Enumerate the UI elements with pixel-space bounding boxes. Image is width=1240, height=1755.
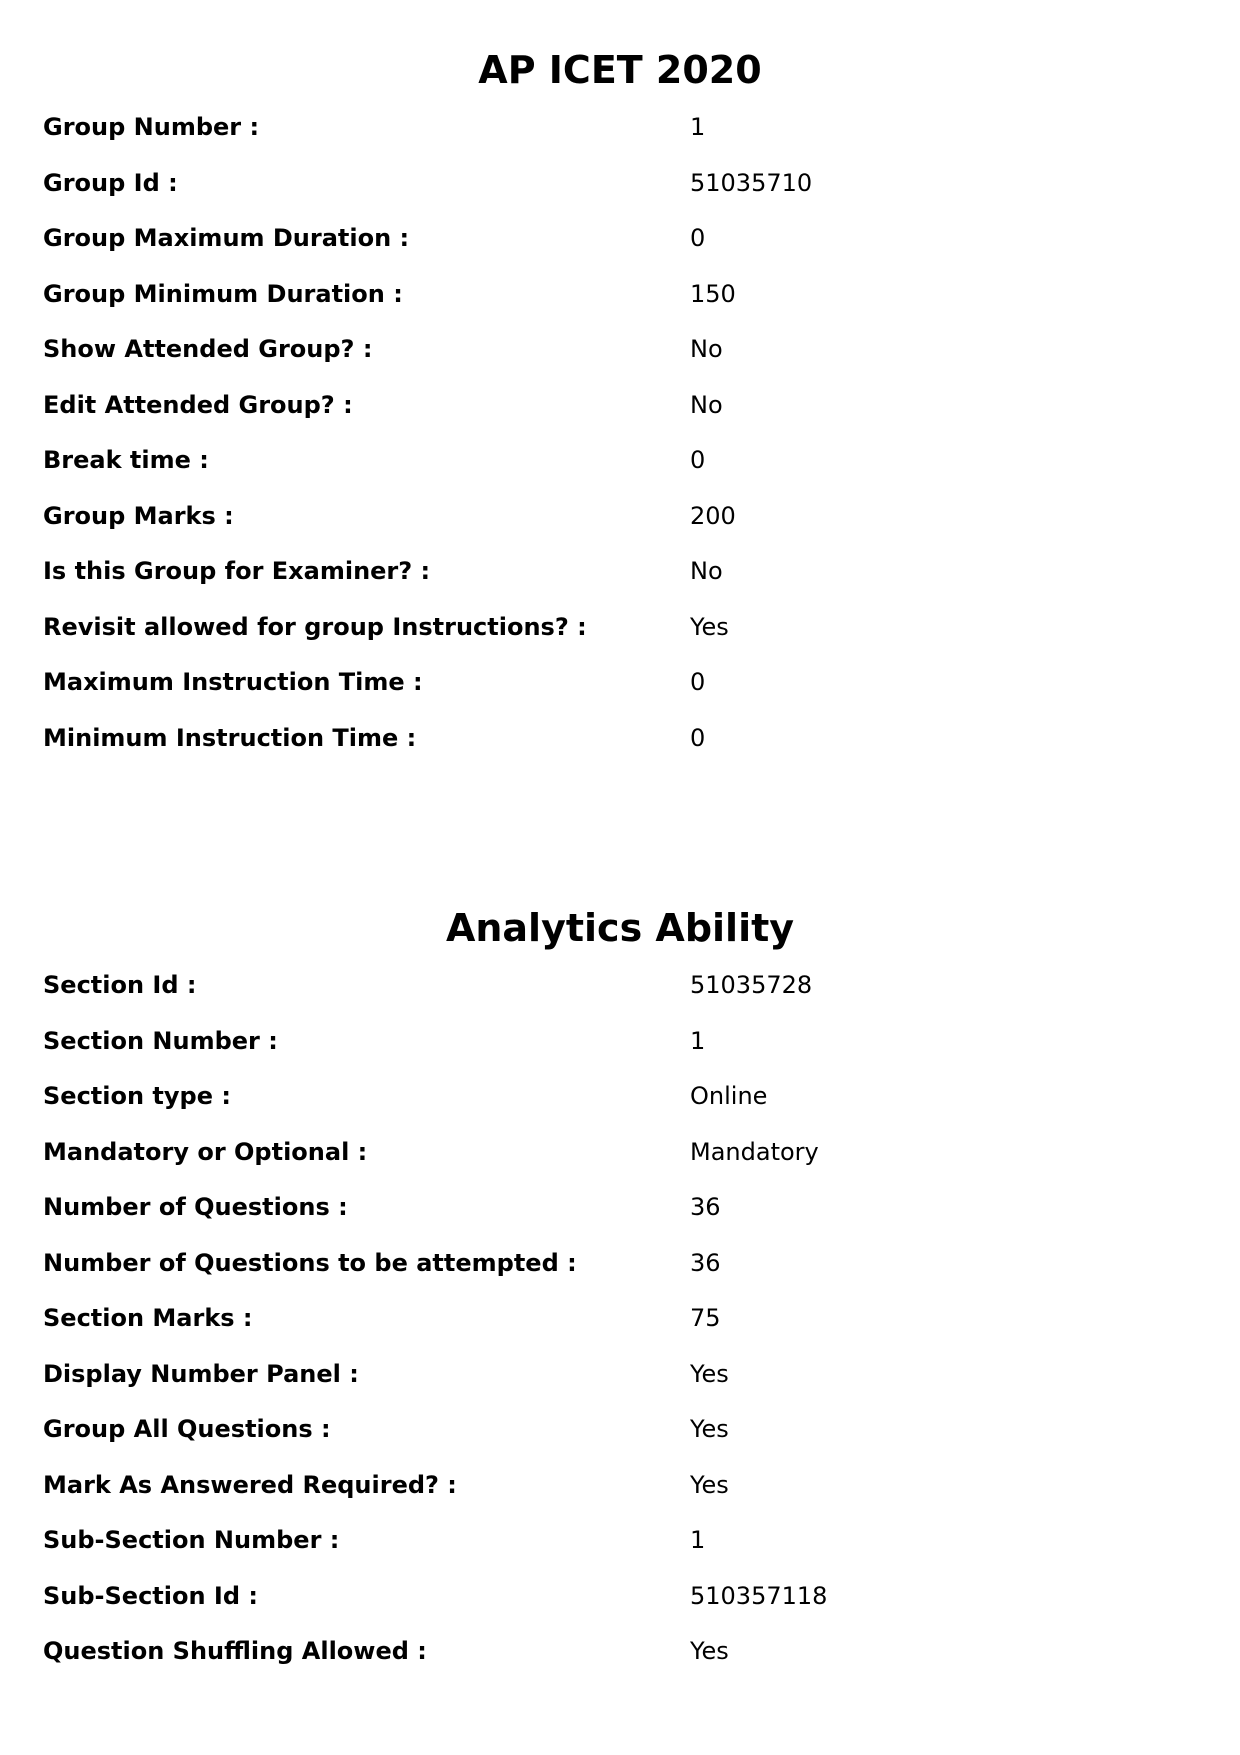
mandatory-optional-label: Mandatory or Optional : bbox=[43, 1137, 368, 1166]
section-number-label: Section Number : bbox=[43, 1026, 278, 1055]
group-id-label: Group Id : bbox=[43, 168, 178, 197]
section-marks-row bbox=[43, 1303, 1193, 1359]
min-instruction-time-row bbox=[43, 723, 1193, 779]
display-number-panel-label: Display Number Panel : bbox=[43, 1359, 359, 1388]
number-of-questions-label: Number of Questions : bbox=[43, 1193, 348, 1221]
group-details bbox=[43, 112, 1193, 778]
edit-attended-group-value: No bbox=[690, 390, 723, 419]
questions-to-attempt-row bbox=[43, 1248, 1193, 1304]
questions-to-attempt-label: Number of Questions to be attempted : bbox=[43, 1248, 577, 1277]
sub-section-id-row bbox=[43, 1581, 1193, 1637]
show-attended-group-row bbox=[43, 334, 1193, 390]
group-max-duration-value: 0 bbox=[690, 224, 706, 252]
group-marks-label: Group Marks : bbox=[43, 501, 234, 530]
section-id-row bbox=[43, 970, 1193, 1026]
min-instruction-time-value: 0 bbox=[690, 723, 706, 752]
number-of-questions-row bbox=[43, 1192, 1193, 1248]
questions-to-attempt-value: 36 bbox=[690, 1248, 721, 1277]
section-type-value: Online bbox=[690, 1082, 768, 1110]
group-max-duration-label: Group Maximum Duration : bbox=[43, 224, 410, 252]
group-number-value: 1 bbox=[690, 113, 706, 141]
revisit-instructions-value: Yes bbox=[690, 612, 729, 641]
section-title: Analytics Ability bbox=[445, 906, 795, 950]
group-max-duration-row bbox=[43, 223, 1193, 279]
sub-section-number-label: Sub-Section Number : bbox=[43, 1526, 340, 1554]
display-number-panel-value: Yes bbox=[690, 1359, 729, 1388]
show-attended-group-value: No bbox=[690, 335, 723, 363]
group-min-duration-label: Group Minimum Duration : bbox=[43, 279, 403, 308]
edit-attended-group-label: Edit Attended Group? : bbox=[43, 390, 353, 419]
group-all-questions-label: Group All Questions : bbox=[43, 1415, 331, 1443]
group-title: AP ICET 2020 bbox=[478, 48, 762, 92]
group-for-examiner-label: Is this Group for Examiner? : bbox=[43, 557, 431, 585]
group-min-duration-row bbox=[43, 279, 1193, 335]
group-all-questions-value: Yes bbox=[690, 1415, 729, 1443]
group-id-row bbox=[43, 168, 1193, 224]
sub-section-id-label: Sub-Section Id : bbox=[43, 1581, 258, 1610]
section-number-value: 1 bbox=[690, 1026, 706, 1055]
question-shuffling-label: Question Shuffling Allowed : bbox=[43, 1637, 427, 1665]
section-marks-label: Section Marks : bbox=[43, 1304, 253, 1332]
sub-section-id-value: 510357118 bbox=[690, 1581, 828, 1610]
min-instruction-time-label: Minimum Instruction Time : bbox=[43, 723, 417, 752]
max-instruction-time-label: Maximum Instruction Time : bbox=[43, 668, 423, 696]
max-instruction-time-value: 0 bbox=[690, 668, 706, 696]
section-details bbox=[43, 970, 1193, 1692]
mark-as-answered-label: Mark As Answered Required? : bbox=[43, 1470, 457, 1499]
revisit-instructions-row bbox=[43, 612, 1193, 668]
show-attended-group-label: Show Attended Group? : bbox=[43, 335, 373, 363]
mark-as-answered-row bbox=[43, 1470, 1193, 1526]
group-id-value: 51035710 bbox=[690, 168, 813, 197]
number-of-questions-value: 36 bbox=[690, 1193, 721, 1221]
group-number-row bbox=[43, 112, 1193, 168]
mandatory-optional-value: Mandatory bbox=[690, 1137, 819, 1166]
group-all-questions-row bbox=[43, 1414, 1193, 1470]
section-number-row bbox=[43, 1026, 1193, 1082]
section-id-label: Section Id : bbox=[43, 971, 197, 999]
max-instruction-time-row bbox=[43, 667, 1193, 723]
group-for-examiner-row bbox=[43, 556, 1193, 612]
section-marks-value: 75 bbox=[690, 1304, 721, 1332]
sub-section-number-value: 1 bbox=[690, 1526, 706, 1554]
break-time-row bbox=[43, 445, 1193, 501]
section-id-value: 51035728 bbox=[690, 971, 813, 999]
group-marks-value: 200 bbox=[690, 501, 736, 530]
group-marks-row bbox=[43, 501, 1193, 557]
group-for-examiner-value: No bbox=[690, 557, 723, 585]
group-number-label: Group Number : bbox=[43, 113, 260, 141]
break-time-value: 0 bbox=[690, 446, 706, 474]
edit-attended-group-row bbox=[43, 390, 1193, 446]
section-type-row bbox=[43, 1081, 1193, 1137]
display-number-panel-row bbox=[43, 1359, 1193, 1415]
mandatory-optional-row bbox=[43, 1137, 1193, 1193]
question-shuffling-value: Yes bbox=[690, 1637, 729, 1665]
section-type-label: Section type : bbox=[43, 1082, 231, 1110]
revisit-instructions-label: Revisit allowed for group Instructions? : bbox=[43, 612, 587, 641]
mark-as-answered-value: Yes bbox=[690, 1470, 729, 1499]
break-time-label: Break time : bbox=[43, 446, 209, 474]
question-shuffling-row bbox=[43, 1636, 1193, 1692]
sub-section-number-row bbox=[43, 1525, 1193, 1581]
group-min-duration-value: 150 bbox=[690, 279, 736, 308]
